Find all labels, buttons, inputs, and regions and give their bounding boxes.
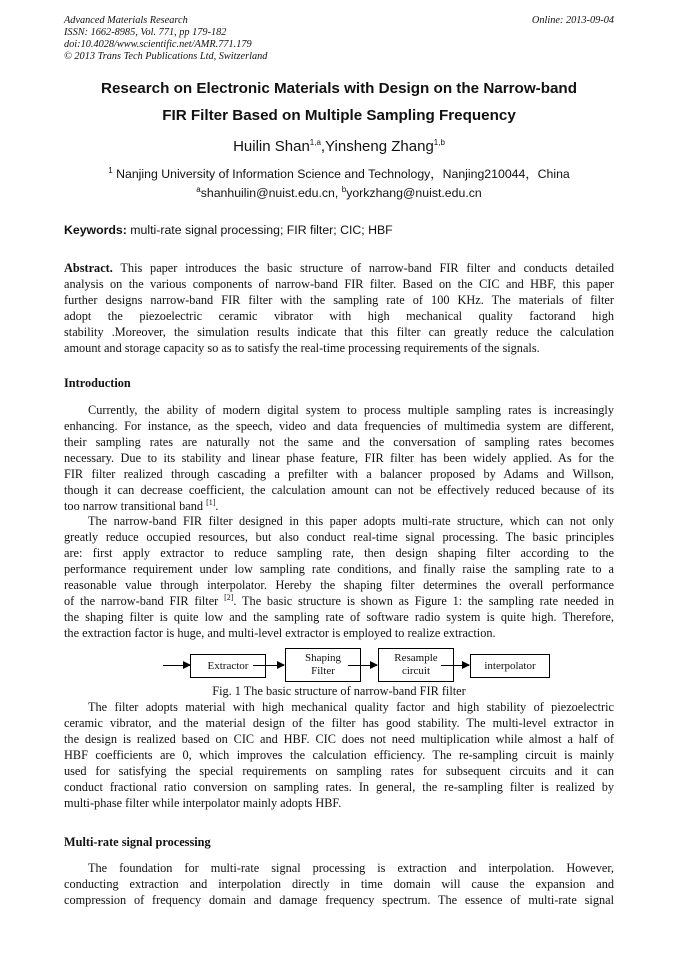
intro-line: greatly reduce occupied resources, but also conduct real-time signal processing. The basic principles (64, 530, 614, 544)
abstract-text: This paper introduces the basic structure of narrow-band FIR filter and conducts detailed (112, 261, 614, 275)
online-date: Online: 2013-09-04 (531, 15, 614, 26)
intro-line: Currently, the ability of modern digital system to process multiple sampling rates is increasingly (88, 403, 614, 417)
intro-line: though it can decrease coefficient, the calculation amount can not be effectively reduced because of its (64, 483, 614, 497)
authors (0, 138, 678, 155)
arrow-icon (253, 665, 284, 666)
keywords-text: multi-rate signal processing; FIR filter; CIC; HBF (126, 223, 393, 237)
fig-box-resample: Resample circuit (378, 648, 454, 682)
intro-line: necessary. Due to its stability and linear phase feature, FIR filter has been widely applied. As for the (64, 451, 614, 465)
abstract-label: Abstract. (64, 261, 113, 275)
affil-text: Nanjing University of Information Science and Technology，Nanjing210044，China (112, 167, 570, 181)
fig-box-interpolator: interpolator (470, 654, 550, 678)
intro-line: The narrow-band FIR filter designed in this paper adopts multi-rate structure, which can not only (88, 514, 614, 528)
intro-line: are: first apply extractor to reduce sampling rate, then design shaping filter according to the (64, 546, 614, 560)
section-2-line: conducting extraction and interpolation directly in time domain will cause the expansion and (64, 877, 614, 891)
author-1-sup: 1,a (309, 138, 321, 147)
intro-line (64, 593, 614, 609)
intro-line: enhancing. For instance, as the speech, video and data frequencies of multimedia system are different, (64, 419, 614, 433)
affil-sup: 1 (108, 165, 113, 175)
figure-caption: Fig. 1 The basic structure of narrow-band FIR filter (212, 684, 466, 698)
intro-text: . (215, 499, 219, 513)
section-2-line: The foundation for multi-rate signal processing is extraction and interpolation. However, (88, 861, 614, 875)
issn: ISSN: 1662-8985, Vol. 771, pp 179-182 (64, 27, 227, 38)
citation-ref: [2] (224, 592, 234, 602)
arrow-icon (441, 665, 469, 666)
author-2: Yinsheng Zhang (325, 138, 434, 155)
intro-line: reasonable value through interpolator. Hereby the shaping filter determines the overall performance (64, 578, 614, 592)
intro-line (64, 498, 614, 514)
keywords (64, 223, 393, 237)
copyright: © 2013 Trans Tech Publications Ltd, Switzerland (64, 51, 268, 62)
intro-text: too narrow transitional band (64, 499, 207, 513)
body-line: the design is realized based on CIC and HBF. CIC does not need multiplication while almost a half of (64, 732, 614, 746)
email-b[interactable]: yorkzhang@nuist.edu.cn (346, 186, 482, 200)
body-line: used for satisfying the special requirements on sampling rates for subsequent circuits and it can (64, 764, 614, 778)
body-line: HBF coefficients are 0, which improves the calculation efficiency. The re-sampling circuit is mainly (64, 748, 614, 762)
emails (0, 186, 678, 200)
author-1: Huilin Shan (233, 138, 310, 155)
arrow-icon (163, 665, 190, 666)
intro-line: FIR filter realized through cascading a prefilter with a balancer proposed by Adams and Willson, (64, 467, 614, 481)
author-2-sup: 1,b (433, 138, 445, 147)
abstract-line: analysis on the various components of narrow-band FIR filter. Based on the CIC and HBF, this paper (64, 277, 614, 291)
body-line: The filter adopts material with high mechanical quality factor and high stability of piezoelectric (88, 700, 614, 714)
intro-heading: Introduction (64, 376, 131, 390)
intro-text: of the narrow-band FIR filter (64, 594, 225, 608)
title-line-2: FIR Filter Based on Multiple Sampling Frequency (162, 107, 516, 124)
intro-line: their sampling rates are naturally not the same and the conversation of sampling rates becomes (64, 435, 614, 449)
fig-box-shaping-filter: Shaping Filter (285, 648, 361, 682)
intro-text: . The basic structure is shown as Figure 1: the sampling rate needed in (233, 594, 615, 608)
arrow-icon (348, 665, 377, 666)
doi: doi:10.4028/www.scientific.net/AMR.771.179 (64, 39, 252, 50)
section-2-line: compression of frequency domain and damage frequency spectrum. The essence of multi-rate signal (64, 893, 614, 907)
abstract-line: adopt the piezoelectric ceramic vibrator with high mechanical quality factorand high (64, 309, 614, 323)
author-sep: , (320, 138, 326, 155)
intro-line: the extraction factor is huge, and multi-level extractor is employed to realize extraction. (64, 626, 496, 640)
abstract-line: amount and storage capacity so as to satisfy the real-time processing requirements of the signals. (64, 341, 540, 355)
section-2-heading: Multi-rate signal processing (64, 835, 211, 849)
intro-line: the shaping filter is quite low and the sampling rate of software radio system is quite high. Therefore, (64, 610, 614, 624)
abstract-line (64, 260, 614, 276)
intro-line: performance requirement under low sampling rate conditions, and finally raise the sampling rate to a (64, 562, 614, 576)
affiliation (0, 164, 678, 182)
title-line-1: Research on Electronic Materials with Design on the Narrow-band (101, 80, 577, 97)
journal-name: Advanced Materials Research (64, 15, 188, 26)
email-a-sup: a (196, 184, 201, 194)
fig-box-extractor: Extractor (190, 654, 266, 678)
keywords-label: Keywords: (64, 223, 127, 237)
abstract-line: stability .Moreover, the simulation results indicate that this filter can greatly reduce the calculation (64, 325, 614, 339)
body-line: multi-phase filter while interpolator mainly adopts HBF. (64, 796, 342, 810)
email-a[interactable]: shanhuilin@nuist.edu.cn, (200, 186, 342, 200)
body-line: ceramic vibrator, and the material design of the filter has good stability. The multi-level extractor in (64, 716, 614, 730)
citation-ref: [1] (206, 497, 216, 507)
abstract-line: further designs narrow-band FIR filter with the sampling rate of 100 KHz. The materials of filter (64, 293, 614, 307)
body-line: conduct fractional ratio conversion on sampling rates. In general, the re-sampling filter is realized by (64, 780, 614, 794)
email-b-sup: b (341, 184, 347, 194)
